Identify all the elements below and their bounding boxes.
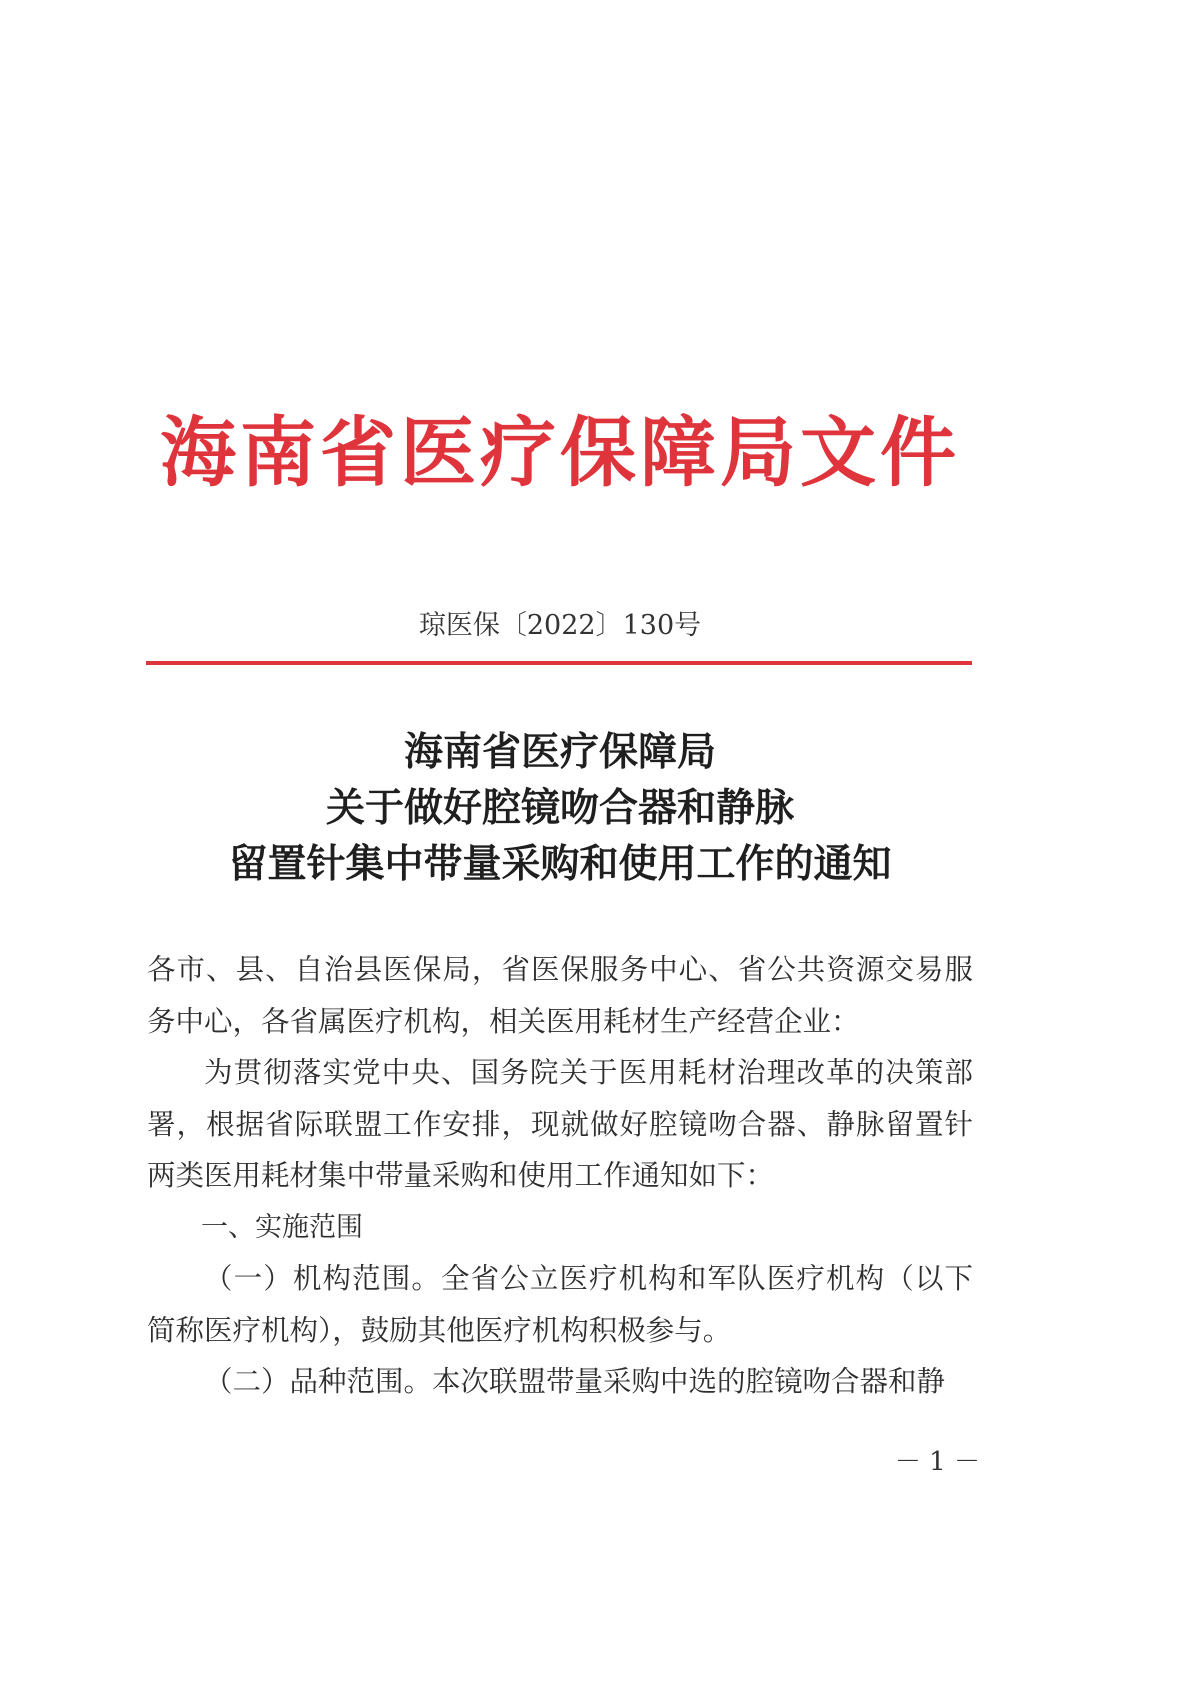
title-line-3: 留置针集中带量采购和使用工作的通知 <box>228 841 892 887</box>
document-title <box>150 724 970 892</box>
section-heading: 一、实施范围 <box>201 1211 363 1243</box>
document-body <box>147 944 973 1408</box>
item-paragraph-2: （二）品种范围。本次联盟带量采购中选的腔镜吻合器和静 <box>204 1365 946 1398</box>
addressee-paragraph: 各市、县、自治县医保局，省医保服务中心、省公共资源交易服务中心，各省属医疗机构，相关医用耗材生产经营企业： <box>147 953 973 1038</box>
title-line-1: 海南省医疗保障局 <box>403 729 716 775</box>
red-divider-line <box>146 661 972 665</box>
item-paragraph-1: （一）机构范围。全省公立医疗机构和军队医疗机构（以下简称医疗机构），鼓励其他医疗机构积极参与。 <box>147 1262 973 1347</box>
page-number: － 1 － <box>894 1447 980 1477</box>
intro-paragraph: 为贯彻落实党中央、国务院关于医用耗材治理改革的决策部署，根据省际联盟工作安排，现就做好腔镜吻合器、静脉留置针两类医用耗材集中带量采购和使用工作通知如下： <box>147 1056 973 1192</box>
document-number: 琼医保〔2022〕130号 <box>418 610 702 641</box>
title-line-2: 关于做好腔镜吻合器和静脉 <box>325 785 794 831</box>
masthead-title: 海南省医疗保障局文件 <box>160 408 960 497</box>
